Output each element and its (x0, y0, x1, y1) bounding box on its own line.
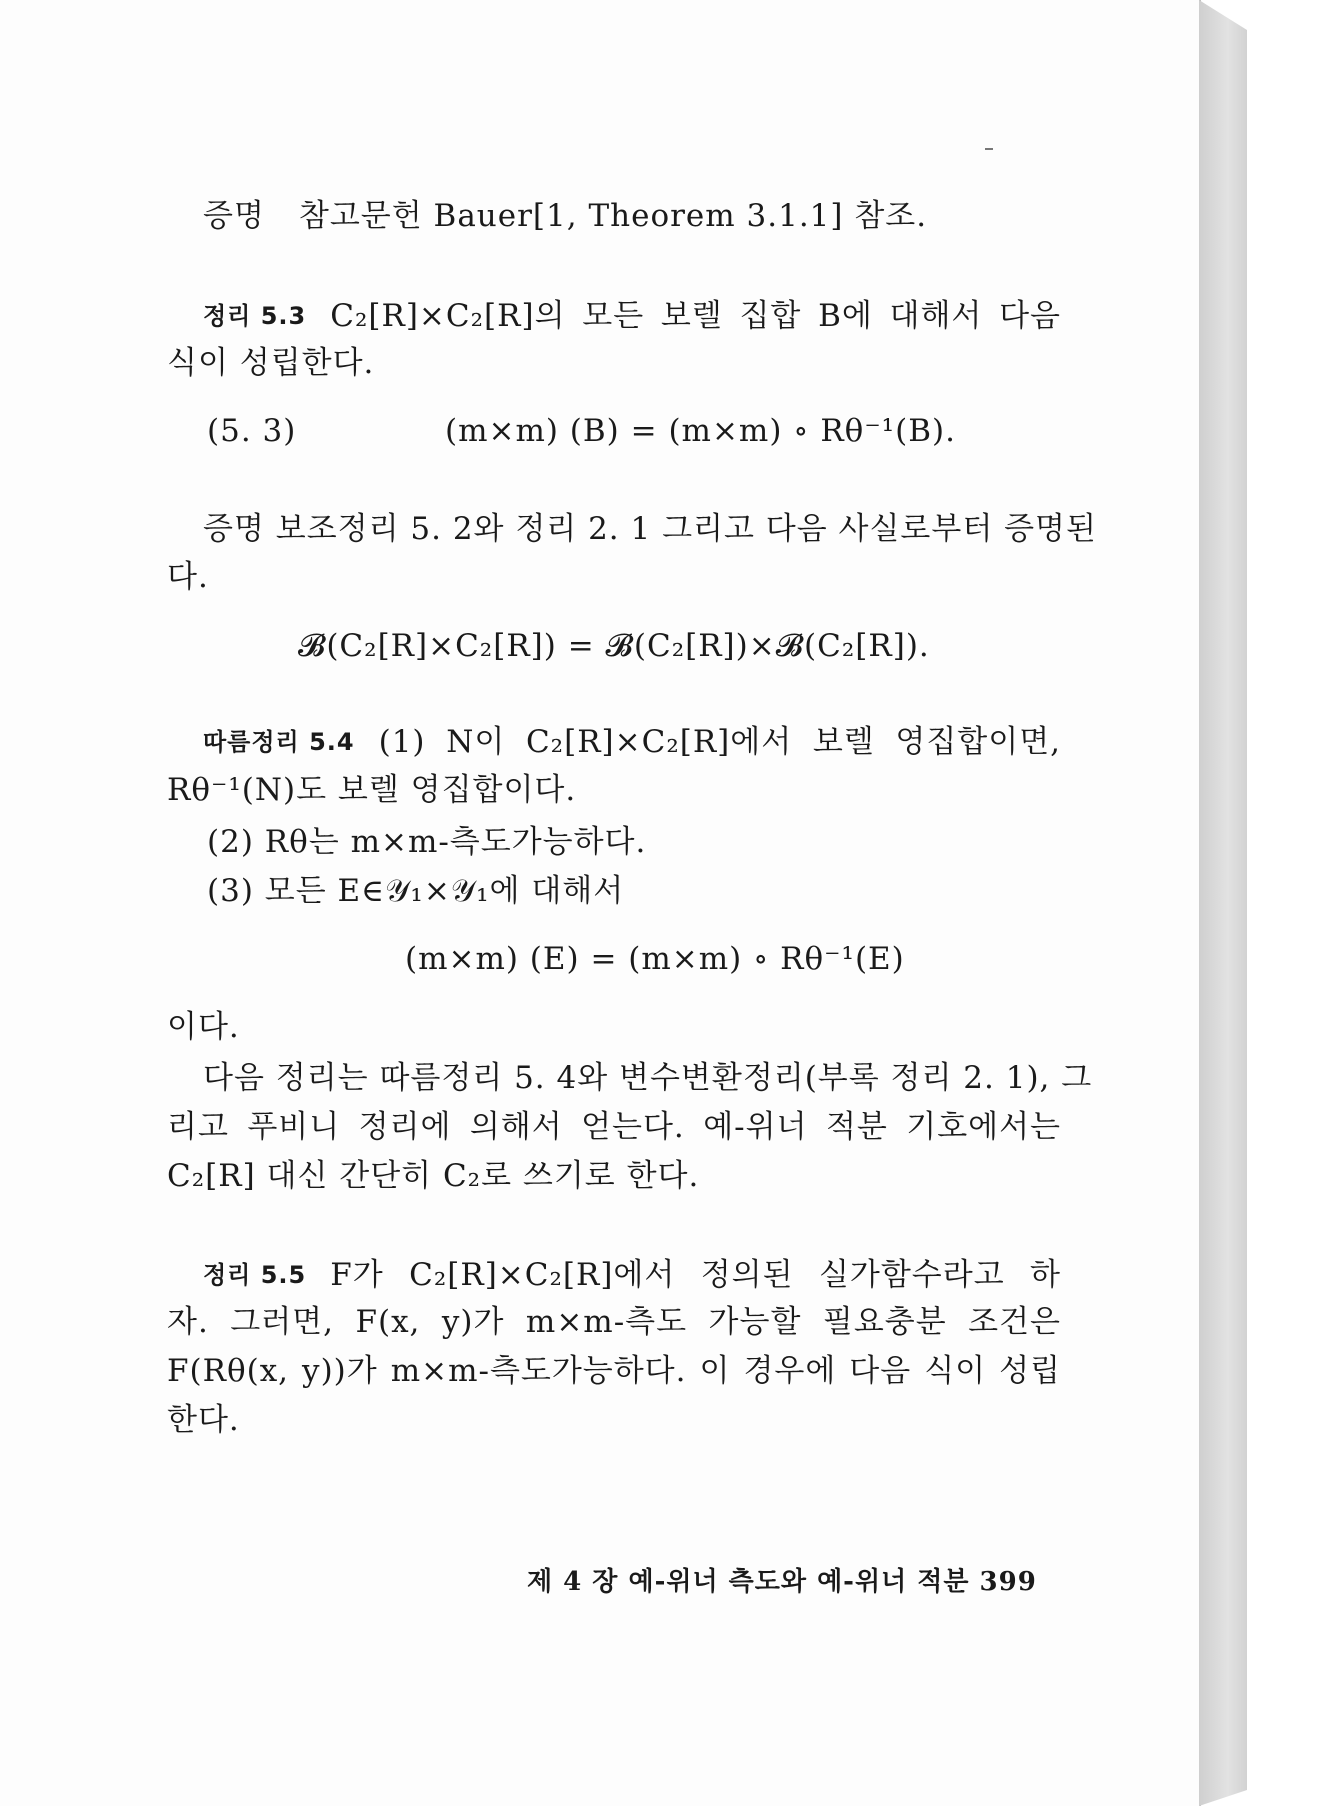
borel-equation: 𝓑(C₂[R]×C₂[R]) = 𝓑(C₂[R])×𝓑(C₂[R]). (298, 628, 930, 664)
paragraph-line-1: 다음 정리는 따름정리 5. 4와 변수변환정리(부록 정리 2. 1), 그 (203, 1060, 1093, 1096)
theorem-5-5-line-3: F(Rθ(x, y))가 m×m-측도가능하다. 이 경우에 다음 식이 성립 (167, 1353, 1061, 1389)
corollary-item-2: (2) Rθ는 m×m-측도가능하다. (207, 824, 647, 860)
page-edge (1199, 0, 1247, 1806)
corollary-item-3: (3) 모든 E∈𝒴₁×𝒴₁에 대해서 (207, 873, 625, 909)
theorem-statement: F가 C₂[R]×C₂[R]에서 정의된 실가함수라고 하 (330, 1257, 1061, 1293)
corollary-equation: (m×m) (E) = (m×m) ∘ Rθ⁻¹(E) (405, 941, 905, 977)
equation-5-3: (m×m) (B) = (m×m) ∘ Rθ⁻¹(B). (445, 413, 956, 449)
proof-2-line-1: 증명 보조정리 5. 2와 정리 2. 1 그리고 다음 사실로부터 증명된 (203, 511, 1097, 547)
corollary-5-4-line-2: Rθ⁻¹(N)도 보렐 영집합이다. (167, 772, 577, 808)
proof-text: 참고문헌 Bauer[1, Theorem 3.1.1] 참조. (298, 198, 928, 234)
theorem-label: 정리 5.5 (203, 1261, 307, 1289)
theorem-5-5-line-4: 한다. (167, 1402, 240, 1438)
corollary-item-1: (1) N이 C₂[R]×C₂[R]에서 보렐 영집합이면, (378, 724, 1061, 760)
theorem-5-3-line-2: 식이 성립한다. (167, 345, 375, 381)
theorem-5-5-line-1 (203, 1255, 1061, 1295)
paragraph-line-2: 리고 푸비니 정리에 의해서 얻는다. 예-위너 적분 기호에서는 (167, 1109, 1061, 1145)
ink-mark (985, 148, 993, 150)
theorem-5-5-line-2: 자. 그러면, F(x, y)가 m×m-측도 가능할 필요충분 조건은 (167, 1304, 1061, 1340)
paragraph-line-3: C₂[R] 대신 간단히 C₂로 쓰기로 한다. (167, 1158, 700, 1194)
running-footer: 제 4 장 예-위너 측도와 예-위너 적분 399 (527, 1567, 1037, 1597)
proof-heading: 증명 (203, 198, 265, 234)
corollary-5-4-line-1 (203, 722, 1061, 762)
corollary-end: 이다. (167, 1009, 240, 1045)
proof-reference-line (203, 196, 927, 236)
theorem-5-3-line-1 (203, 296, 1061, 336)
proof-2-line-2: 다. (167, 559, 209, 595)
equation-number: (5. 3) (207, 413, 297, 449)
corollary-label: 따름정리 5.4 (203, 728, 355, 756)
theorem-label: 정리 5.3 (203, 302, 307, 330)
theorem-statement: C₂[R]×C₂[R]의 모든 보렐 집합 B에 대해서 다음 (330, 298, 1061, 334)
